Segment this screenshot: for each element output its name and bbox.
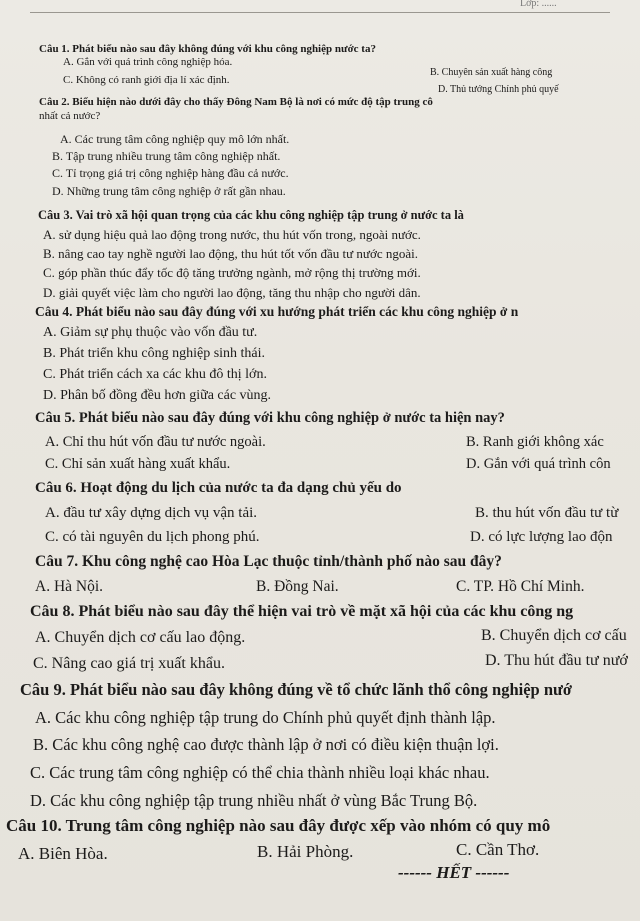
question-5-option-a: A. Chỉ thu hút vốn đầu tư nước ngoài. — [45, 434, 266, 450]
question-3-option-b: B. nâng cao tay nghề người lao động, thu hút tốt vốn đầu tư nước ngoài. — [43, 246, 418, 261]
top-rule — [30, 12, 610, 13]
question-1-option-b: B. Chuyên sản xuất hàng công — [430, 67, 553, 78]
question-4-stem: Câu 4. Phát biểu nào sau đây đúng với xu hướng phát triển các khu công nghiệp ở n — [35, 304, 519, 319]
question-2-option-c: C. Tỉ trọng giá trị công nghiệp hàng đầu cả nước. — [52, 166, 289, 180]
question-9-stem: Câu 9. Phát biểu nào sau đây không đúng về tổ chức lãnh thổ công nghiệp nướ — [20, 680, 573, 699]
question-4-option-c: C. Phát triển cách xa các khu đô thị lớn. — [43, 367, 267, 382]
question-9-option-b: B. Các khu công nghệ cao được thành lập ở nơi có điều kiện thuận lợi. — [33, 735, 499, 754]
question-10-option-c: C. Cần Thơ. — [456, 840, 540, 859]
question-3-stem: Câu 3. Vai trò xã hội quan trọng của các khu công nghiệp tập trung ở nước ta là — [38, 208, 464, 222]
question-6-stem: Câu 6. Hoạt động du lịch của nước ta đa dạng chủ yếu do — [35, 480, 402, 496]
question-1-option-c: C. Không có ranh giới địa lí xác định. — [63, 74, 230, 86]
question-3-option-c: C. góp phần thúc đẩy tốc độ tăng trưởng ngành, mở rộng thị trường mới. — [43, 265, 421, 280]
question-7-option-c: C. TP. Hồ Chí Minh. — [456, 578, 585, 595]
question-7-stem: Câu 7. Khu công nghệ cao Hòa Lạc thuộc tỉnh/thành phố nào sau đây? — [35, 553, 502, 570]
question-10-stem: Câu 10. Trung tâm công nghiệp nào sau đây được xếp vào nhóm có quy mô — [6, 816, 551, 835]
question-6-option-a: A. đầu tư xây dựng dịch vụ vận tải. — [45, 505, 258, 521]
question-8-option-c: C. Nâng cao giá trị xuất khẩu. — [33, 655, 225, 672]
question-9-option-a: A. Các khu công nghiệp tập trung do Chính phủ quyết định thành lập. — [35, 708, 496, 727]
question-7-option-b: B. Đồng Nai. — [256, 578, 339, 595]
question-5-option-b: B. Ranh giới không xác — [466, 434, 604, 450]
question-4-option-b: B. Phát triển khu công nghiệp sinh thái. — [43, 346, 266, 361]
question-2-option-b: B. Tập trung nhiều trung tâm công nghiệp nhất. — [52, 149, 281, 163]
question-10-option-a: A. Biên Hòa. — [18, 844, 108, 863]
end-marker: ------ HẾT ------ — [398, 863, 510, 882]
question-8-option-b: B. Chuyển dịch cơ cấu — [481, 627, 627, 644]
question-2-option-d: D. Những trung tâm công nghiệp ở rất gần nhau. — [52, 184, 286, 198]
question-6-option-d: D. có lực lượng lao độn — [470, 529, 613, 545]
question-10-option-b: B. Hải Phòng. — [257, 842, 354, 861]
question-9-option-d: D. Các khu công nghiệp tập trung nhiều nhất ở vùng Bắc Trung Bộ. — [30, 791, 478, 810]
question-4-option-a: A. Giảm sự phụ thuộc vào vốn đầu tư. — [43, 325, 258, 340]
question-2-option-a: A. Các trung tâm công nghiệp quy mô lớn nhất. — [60, 132, 290, 146]
question-2-stem: Câu 2. Biểu hiện nào dưới đây cho thấy Đông Nam Bộ là nơi có mức độ tập trung cô — [39, 96, 433, 108]
question-1-option-a: A. Gắn với quá trình công nghiệp hóa. — [63, 56, 233, 68]
question-8-stem: Câu 8. Phát biểu nào sau đây thể hiện vai trò về mặt xã hội của các khu công ng — [30, 603, 574, 620]
question-8-option-d: D. Thu hút đầu tư nướ — [485, 652, 628, 669]
question-2-stem-cont: nhất cả nước? — [39, 110, 101, 122]
question-8-option-a: A. Chuyển dịch cơ cấu lao động. — [35, 629, 246, 646]
question-1-option-d: D. Thủ tướng Chính phủ quyế — [438, 84, 559, 95]
question-5-option-c: C. Chỉ sản xuất hàng xuất khẩu. — [45, 456, 231, 472]
class-label: Lớp: ...... — [520, 0, 557, 9]
question-7-option-a: A. Hà Nội. — [35, 578, 104, 595]
question-3-option-d: D. giải quyết việc làm cho người lao động, tăng thu nhập cho người dân. — [43, 285, 421, 300]
question-6-option-c: C. có tài nguyên du lịch phong phú. — [45, 529, 260, 545]
question-6-option-b: B. thu hút vốn đầu tư từ — [475, 505, 619, 521]
question-3-option-a: A. sử dụng hiệu quả lao động trong nước, thu hút vốn trong, ngoài nước. — [43, 227, 421, 242]
question-1-stem: Câu 1. Phát biểu nào sau đây không đúng với khu công nghiệp nước ta? — [39, 43, 376, 55]
question-5-stem: Câu 5. Phát biểu nào sau đây đúng với khu công nghiệp ở nước ta hiện nay? — [35, 410, 505, 426]
question-5-option-d: D. Gắn với quá trình côn — [466, 456, 611, 472]
question-9-option-c: C. Các trung tâm công nghiệp có thể chia thành nhiều loại khác nhau. — [30, 763, 490, 782]
question-4-option-d: D. Phân bố đồng đều hơn giữa các vùng. — [43, 388, 272, 403]
